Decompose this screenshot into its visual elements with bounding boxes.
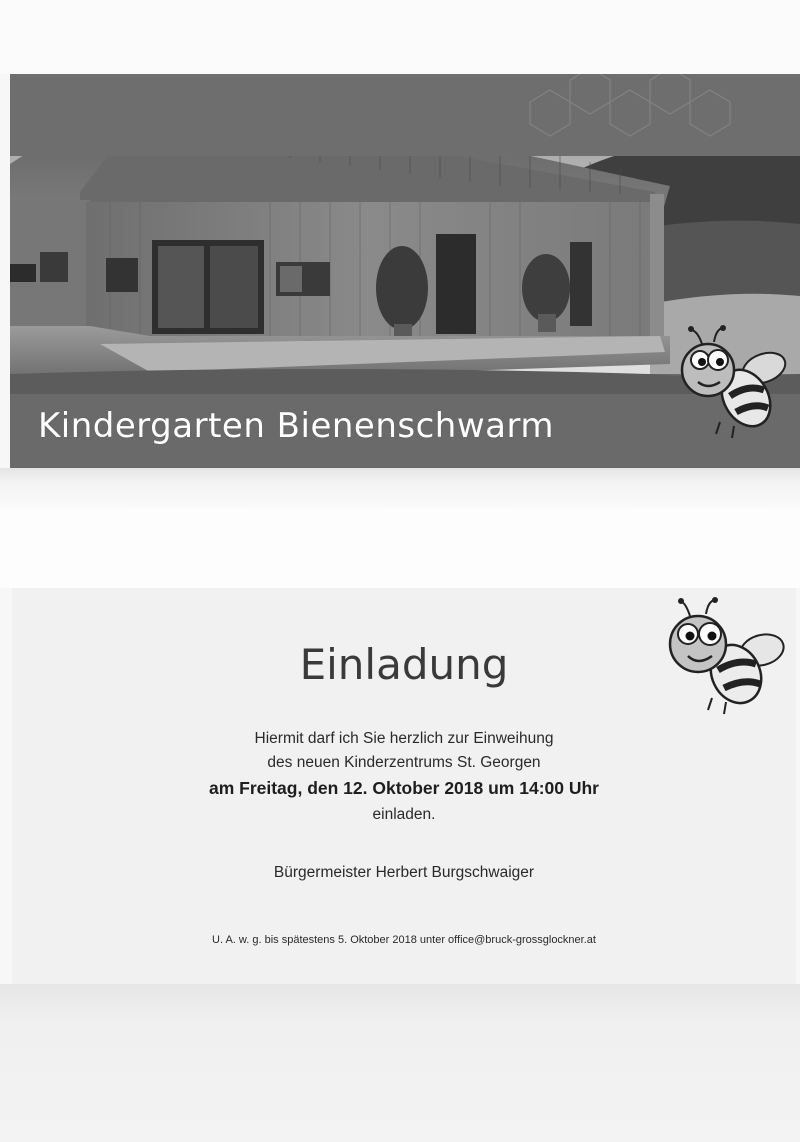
title-banner	[10, 74, 800, 156]
bee-mascot-icon	[672, 324, 798, 444]
scan-margin	[0, 0, 800, 74]
invitation-line-2: des neuen Kinderzentrums St. Georgen	[267, 754, 541, 771]
rsvp-note: U. A. w. g. bis spätestens 5. Oktober 2018 unter office@bruck-grossglockner.at	[212, 934, 596, 946]
page-gap	[0, 508, 800, 588]
fold-shadow	[0, 468, 800, 508]
signature: Bürgermeister Herbert Burgschwaiger	[273, 864, 535, 881]
lower-fold	[0, 984, 800, 1142]
bee-mascot-icon	[666, 594, 792, 718]
invitation-line-1: Hiermit darf ich Sie herzlich zur Einweihung	[254, 730, 554, 747]
invitation-heading: Einladung	[299, 640, 509, 689]
invitation-date-time: am Freitag, den 12. Oktober 2018 um 14:00 Uhr	[208, 778, 599, 798]
invitation-line-4: einladen.	[372, 806, 436, 823]
kindergarten-title: Kindergarten Bienenschwarm	[38, 406, 554, 446]
